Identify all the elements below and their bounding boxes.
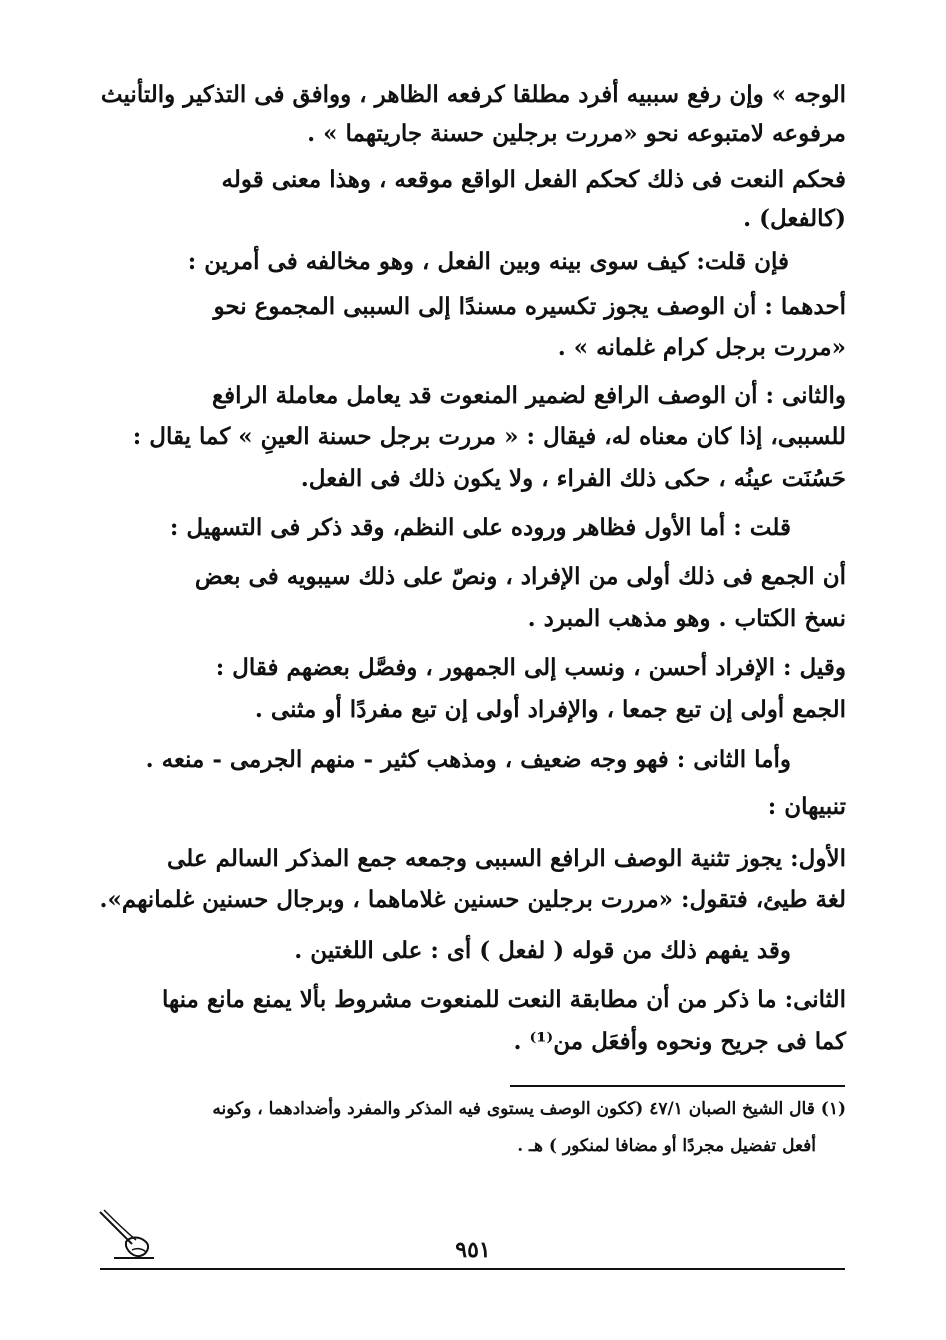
footnote-separator	[510, 1085, 845, 1087]
text-line-5: فإن قلت: كيف سوى بينه وبين الفعل ، وهو مخالفه فى أمرين :	[187, 248, 789, 275]
text-line-7: «مررت برجل كرام غلمانه » .	[557, 334, 846, 361]
text-line-3: فحكم النعت فى ذلك كحكم الفعل الواقع موقعه ، وهذا معنى قوله	[221, 166, 846, 193]
text-line-9: للسببى، إذا كان معناه له، فيقال : « مررت برجل حسنة العينِ » كما يقال :	[132, 423, 846, 450]
footnote-line-1: (١) قال الشيخ الصبان ٤٧/١ (ككون الوصف يستوى فيه المذكر والمفرد وأضدادهما ، وكونه	[212, 1099, 846, 1119]
text-line-6: أحدهما : أن الوصف يجوز تكسيره مسندًا إلى السببى المجموع نحو	[213, 293, 846, 320]
text-line-8: والثانى : أن الوصف الرافع لضمير المنعوت قد يعامل معاملة الرافع	[211, 382, 846, 409]
text-line-22: كما فى جريح ونحوه وأفعَل من⁽¹⁾ .	[513, 1028, 846, 1055]
text-line-15: الجمع أولى إن تبع جمعا ، والإفراد أولى إن تبع مفردًا أو مثنى .	[254, 696, 846, 723]
quill-hand-icon	[96, 1206, 156, 1262]
text-line-2: مرفوعه لامتبوعه نحو «مررت برجلين حسنة جاريتهما » .	[307, 120, 846, 147]
subheading-tanbihan: تنبيهان :	[767, 793, 846, 820]
text-line-21: الثانى: ما ذكر من أن مطابقة النعت للمنعوت مشروط بألا يمنع مانع منها	[161, 986, 846, 1013]
bottom-rule	[100, 1268, 845, 1270]
text-line-10: حَسُنَت عينُه ، حكى ذلك الفراء ، ولا يكون ذلك فى الفعل.	[300, 465, 846, 492]
text-line-14: وقيل : الإفراد أحسن ، ونسب إلى الجمهور ، وفصَّل بعضهم فقال :	[215, 654, 846, 681]
text-line-19: لغة طيئ، فتقول: «مررت برجلين حسنين غلاماهما ، وبرجال حسنين غلمانهم».	[99, 886, 846, 913]
text-line-16: وأما الثانى : فهو وجه ضعيف ، ومذهب كثير - منهم الجرمى - منعه .	[145, 746, 791, 773]
page-number: ٩٥١	[455, 1237, 491, 1263]
text-line-1: الوجه » وإن رفع سببيه أفرد مطلقا كرفعه الظاهر ، ووافق فى التذكير والتأنيث	[100, 81, 846, 108]
footnote-line-2: أفعل تفضيل مجردًا أو مضافا لمنكور ) هـ .	[517, 1136, 816, 1156]
text-line-20: وقد يفهم ذلك من قوله ( لفعل ) أى : على اللغتين .	[294, 937, 791, 964]
text-line-18: الأول: يجوز تثنية الوصف الرافع السببى وجمعه جمع المذكر السالم على	[167, 845, 846, 872]
text-line-12: أن الجمع فى ذلك أولى من الإفراد ، ونصّ على ذلك سيبويه فى بعض	[194, 563, 846, 590]
text-line-13: نسخ الكتاب . وهو مذهب المبرد .	[527, 605, 846, 632]
text-line-11: قلت : أما الأول فظاهر وروده على النظم، وقد ذكر فى التسهيل :	[169, 514, 791, 541]
text-line-4: (كالفعل) .	[743, 205, 846, 232]
